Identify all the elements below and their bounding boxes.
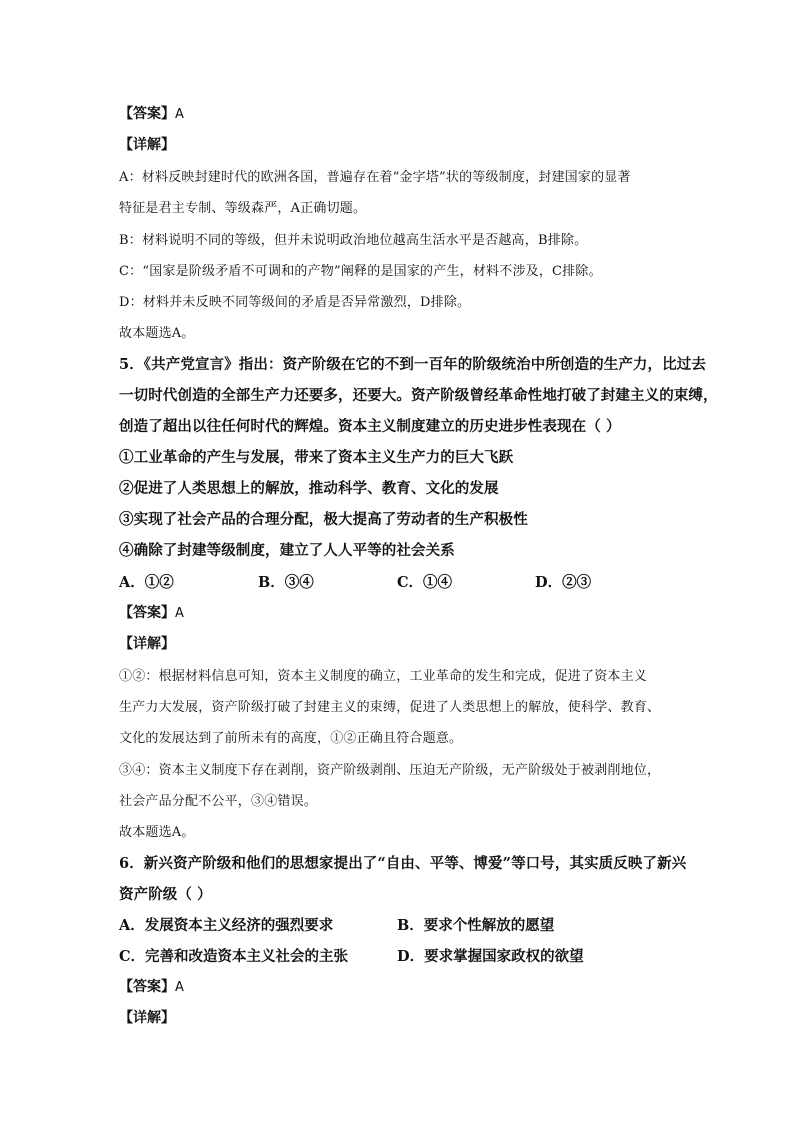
- q5-option-d: D．②③: [535, 574, 592, 591]
- answer-value: A: [175, 980, 184, 995]
- q5-detail-label: 【详解】: [119, 636, 175, 652]
- q6-stem-line: 资产阶级（ ）: [119, 886, 212, 903]
- q5-analysis-line: ③④：资本主义制度下存在剥削，资产阶级剥削、压迫无产阶级，无产阶级处于被剥削地位，: [119, 763, 661, 778]
- q4-analysis-line: 特征是君主专制、等级森严，A正确切题。: [119, 201, 367, 216]
- answer-label: 【答案】: [119, 106, 175, 122]
- q4-analysis-line: A：材料反映封建时代的欧洲各国，普遍存在着“金字塔”状的等级制度，封建国家的显著: [119, 170, 631, 185]
- q5-option-a: A．①②: [119, 574, 174, 591]
- q6-detail-label: 【详解】: [119, 1010, 175, 1026]
- q5-stem-line: 5．《共产党宣言》指出：资产阶级在它的不到一百年的阶级统治中所创造的生产力，比过去: [119, 356, 706, 373]
- q5-analysis-line: 故本题选A。: [119, 825, 195, 840]
- answer-label: 【答案】: [119, 979, 175, 995]
- q4-analysis-line: 故本题选A。: [119, 326, 195, 341]
- q4-analysis-line: C：“国家是阶级矛盾不可调和的产物”阐释的是国家的产生，材料不涉及，C排除。: [119, 264, 602, 279]
- q5-analysis-line: ①②：根据材料信息可知，资本主义制度的确立，工业革命的发生和完成，促进了资本主义: [119, 669, 648, 684]
- q6-option-d: D．要求掌握国家政权的欲望: [397, 948, 584, 965]
- answer-label: 【答案】: [119, 605, 175, 621]
- q5-option-c: C．①④: [397, 574, 453, 591]
- q6-stem-line: 6．新兴资产阶级和他们的思想家提出了“自由、平等、博爱”等口号，其实质反映了新兴: [119, 855, 687, 872]
- q5-statement: ③实现了社会产品的合理分配，极大提高了劳动者的生产积极性: [119, 511, 528, 528]
- q4-detail-label: 【详解】: [119, 137, 175, 153]
- q4-analysis-line: B：材料说明不同的等级，但并未说明政治地位越高生活水平是否越高，B排除。: [119, 233, 588, 248]
- q5-analysis-line: 文化的发展达到了前所未有的高度，①②正确且符合题意。: [119, 731, 463, 746]
- answer-value: A: [175, 107, 184, 122]
- q5-analysis-line: 生产力大发展，资产阶级打破了封建主义的束缚，促进了人类思想上的解放，使科学、教育、: [119, 700, 661, 715]
- q6-option-a: A．发展资本主义经济的强烈要求: [119, 917, 334, 934]
- q6-option-c: C．完善和改造资本主义社会的主张: [119, 948, 349, 965]
- answer-value: A: [175, 606, 184, 621]
- q5-analysis-line: 社会产品分配不公平，③④错误。: [119, 794, 318, 809]
- q5-statement: ②促进了人类思想上的解放，推动科学、教育、文化的发展: [119, 480, 499, 497]
- q5-answer: [119, 602, 184, 622]
- q5-statement: ④确除了封建等级制度，建立了人人平等的社会关系: [119, 542, 455, 559]
- q5-stem-line: 创造了超出以往任何时代的辉煌。资本主义制度建立的历史进步性表现在（ ）: [119, 418, 621, 435]
- q5-option-b: B．③④: [258, 574, 314, 591]
- q5-stem-line: 一切时代创造的全部生产力还要多，还要大。资产阶级曾经革命性地打破了封建主义的束缚，: [119, 387, 718, 404]
- q6-option-b: B．要求个性解放的愿望: [397, 917, 555, 934]
- q4-answer: [119, 103, 184, 123]
- q6-answer: [119, 976, 184, 996]
- q4-analysis-line: D：材料并未反映不同等级间的矛盾是否异常激烈，D排除。: [119, 295, 471, 310]
- q5-statement: ①工业革命的产生与发展，带来了资本主义生产力的巨大飞跃: [119, 449, 514, 466]
